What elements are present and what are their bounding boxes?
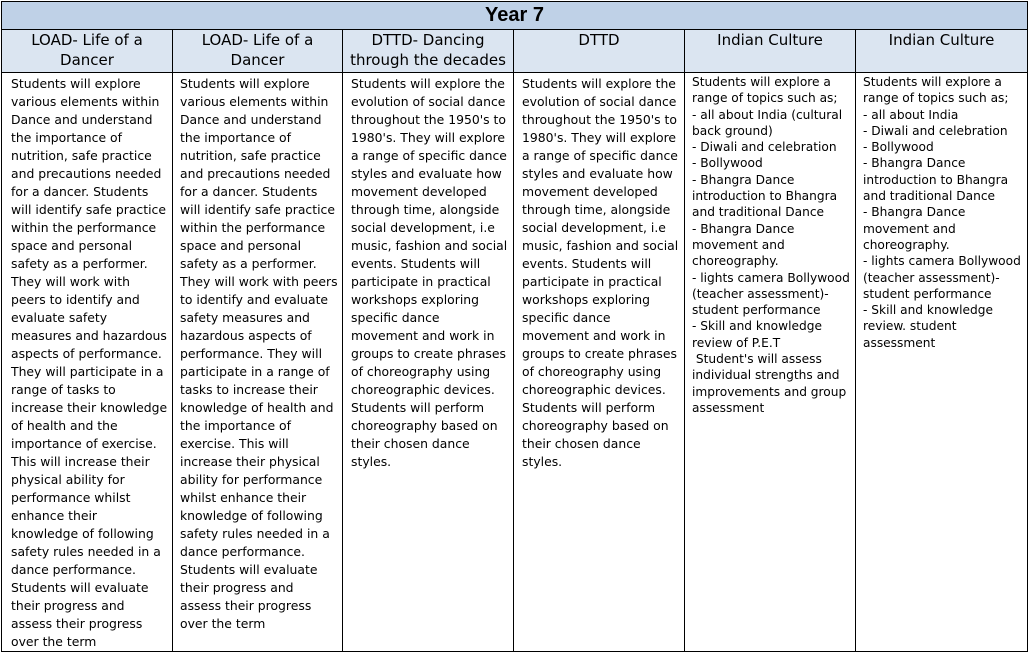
topic-item: - Bhangra Dance introduction to Bhangra and traditional Dance <box>692 172 838 220</box>
topic-item: - all about India <box>863 107 959 122</box>
topics-intro: Students will explore a range of topics such as; <box>863 75 1009 106</box>
topic-item: - lights camera Bollywood (teacher assessment)- student performance <box>863 254 1021 301</box>
topics-intro: Students will explore a range of topics such as; <box>692 75 838 106</box>
unit-description-text: Students will explore the evolution of social dance throughout the 1950's to 1980's. They will explore a range of specific dance styles and evaluate how movement developed through time, alongside social development, i.e music, fashion and social events. Students will participate in practical workshops exploring specific dance movement and work in groups to create phrases of choreography using choreographic devices. Students will perform choreography based on their chosen dance styles. <box>351 76 508 469</box>
unit-description-text: Students will explore various elements within Dance and understand the importance of nutrition, safe practice and precautions needed for a dancer. Students will identify safe practice within the performance space and personal safety as a performer. They will work with peers to identify and evaluate safety measures and hazardous aspects of performance. They will participate in a range of tasks to increase their knowledge of health and the importance of exercise. This will increase their physical ability for performance whilst enhance their knowledge of following safety rules needed in a dance performance. Students will evaluate their progress and assess their progress over the term <box>11 76 168 649</box>
unit-description-text: Students will explore various elements within Dance and understand the importance of nutrition, safe practice and precautions needed for a dancer. Students will identify safe practice within the performance space and personal safety as a performer. They will work with peers to identify and evaluate safety measures and hazardous aspects of performance. They will participate in a range of tasks to increase their knowledge of health and the importance of exercise. This will increase their physical ability for performance whilst enhance their knowledge of following safety rules needed in a dance performance. Students will evaluate their progress and assess their progress over the term <box>180 76 338 631</box>
topic-item: - all about India (cultural back ground) <box>692 107 843 138</box>
topic-item: - Diwali and celebration <box>692 140 837 155</box>
topic-item: - lights camera Bollywood (teacher assessment)- student performance <box>692 270 850 318</box>
column-heading: Indian Culture <box>685 30 856 73</box>
column-description <box>2 73 173 652</box>
topic-item: - Skill and knowledge review. student assessment <box>863 303 993 350</box>
column-heading: LOAD- Life of a Dancer <box>2 30 173 73</box>
topic-item: - Diwali and celebration <box>863 123 1008 138</box>
table-title: Year 7 <box>2 2 1028 30</box>
column-heading: DTTD- Dancing through the decades <box>343 30 514 73</box>
year7-curriculum-table <box>1 1 1028 652</box>
column-heading: LOAD- Life of a Dancer <box>173 30 343 73</box>
topic-item: - Bollywood <box>863 140 934 155</box>
column-description <box>514 73 685 652</box>
column-heading: DTTD <box>514 30 685 73</box>
topic-item: - Skill and knowledge review of P.E.T <box>692 319 822 350</box>
column-heading: Indian Culture <box>856 30 1028 73</box>
column-description <box>685 73 856 652</box>
column-description <box>173 73 343 652</box>
topic-item: Student's will assess individual strengths and improvements and group assessment <box>692 352 851 415</box>
topic-item: - Bollywood <box>692 156 763 171</box>
column-description <box>856 73 1028 652</box>
topic-item: - Bhangra Dance movement and choreography. <box>863 205 966 252</box>
topic-item: - Bhangra Dance introduction to Bhangra and traditional Dance <box>863 156 1009 204</box>
unit-description-text: Students will explore the evolution of social dance throughout the 1950's to 1980's. They will explore a range of specific dance styles and evaluate how movement developed through time, alongside social development, i.e music, fashion and social events. Students will participate in practical workshops exploring specific dance movement and work in groups to create phrases of choreography using choreographic devices. Students will perform choreography based on their chosen dance styles. <box>522 76 679 469</box>
column-description <box>343 73 514 652</box>
topic-item: - Bhangra Dance movement and choreography. <box>692 221 795 269</box>
